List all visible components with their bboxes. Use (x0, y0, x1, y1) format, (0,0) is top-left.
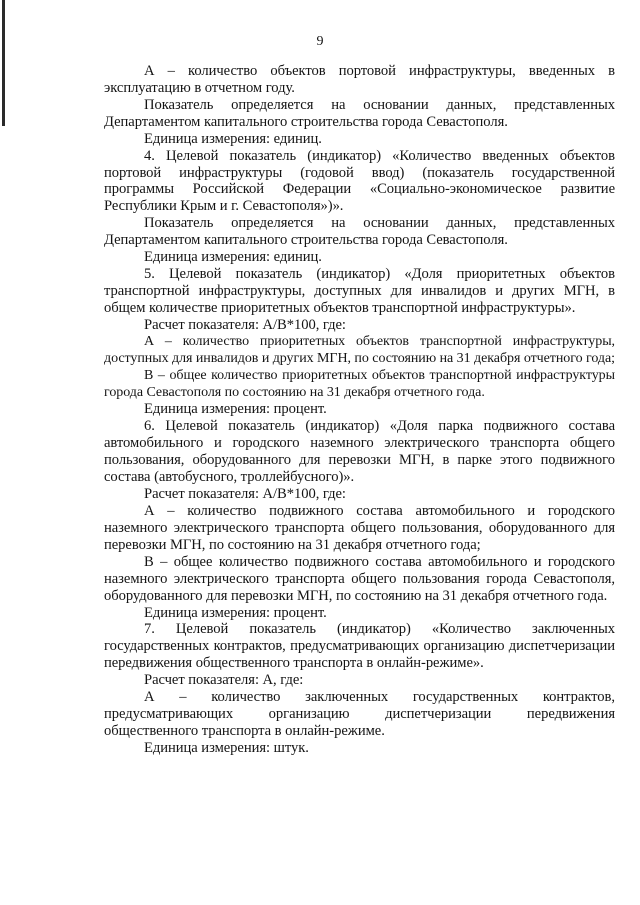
paragraph-data-source: Показатель определяется на основании данных, представленных Департаментом капитального строительства города Севастополя. (104, 215, 615, 249)
paragraph-indicator-4: 4. Целевой показатель (индикатор) «Количество введенных объектов портовой инфраструктуры (годовой ввод) (показатель государственной программы Российской Федерации «Социально-экономическое развитие Республики Крым и г. Севастополя»)». (104, 147, 615, 215)
paragraph-formula: Расчет показателя: А/В*100, где: (144, 486, 346, 503)
paragraph-unit: Единица измерения: единиц. (144, 249, 322, 266)
paragraph-data-source: Показатель определяется на основании данных, представленных Департаментом капитального строительства города Севастополя. (104, 96, 615, 130)
paragraph-formula: Расчет показателя: А/В*100, где: (144, 316, 346, 333)
paragraph-formula: Расчет показателя: А, где: (144, 672, 304, 689)
paragraph-definition-a: А – количество приоритетных объектов транспортной инфраструктуры, доступных для инвалидов и других МГН, по состоянию на 31 декабря отчетного года; (104, 333, 615, 366)
paragraph-definition-a: А – количество подвижного состава автомобильного и городского наземного электрического транспорта общего пользования, оборудованного для перевозки МГН, по состоянию на 31 декабря отчетного года; (104, 502, 615, 553)
paragraph-definition-a: А – количество заключенных государственных контрактов, предусматривающих организацию диспетчеризации передвижения общественного транспорта в онлайн-режиме. (104, 689, 615, 739)
paragraph-indicator-a-ports: А – количество объектов портовой инфраструктуры, введенных в эксплуатацию в отчетном году. (104, 63, 615, 96)
paragraph-unit: Единица измерения: процент. (144, 604, 327, 621)
paragraph-indicator-7: 7. Целевой показатель (индикатор) «Количество заключенных государственных контрактов, предусматривающих организацию диспетчеризации передвижения общественного транспорта в онлайн-режиме». (104, 621, 615, 672)
scan-margin-mark (2, 0, 5, 126)
paragraph-indicator-6: 6. Целевой показатель (индикатор) «Доля парка подвижного состава автомобильного и городского наземного электрического транспорта общего пользования, оборудованного для перевозки МГН, в парке этого подвижного состава (автобусного, троллейбусного)». (104, 418, 615, 486)
paragraph-unit: Единица измерения: процент. (144, 401, 327, 418)
document-body (104, 63, 615, 757)
paragraph-indicator-5: 5. Целевой показатель (индикатор) «Доля приоритетных объектов транспортной инфраструктуры, доступных для инвалидов и других МГН, в общем количестве приоритетных объектов транспортной инфраструктуры». (104, 266, 615, 316)
paragraph-unit: Единица измерения: единиц. (144, 130, 322, 147)
paragraph-definition-b: В – общее количество приоритетных объектов транспортной инфраструктуры города Севастополя по состоянию на 31 декабря отчетного года. (104, 367, 615, 400)
paragraph-definition-b: В – общее количество подвижного состава автомобильного и городского наземного электрического транспорта общего пользования города Севастополя, оборудованного для перевозки МГН, по состоянию на 31 декабря отчетного года. (104, 553, 615, 604)
page-number: 9 (316, 34, 324, 49)
paragraph-unit: Единица измерения: штук. (144, 739, 309, 756)
